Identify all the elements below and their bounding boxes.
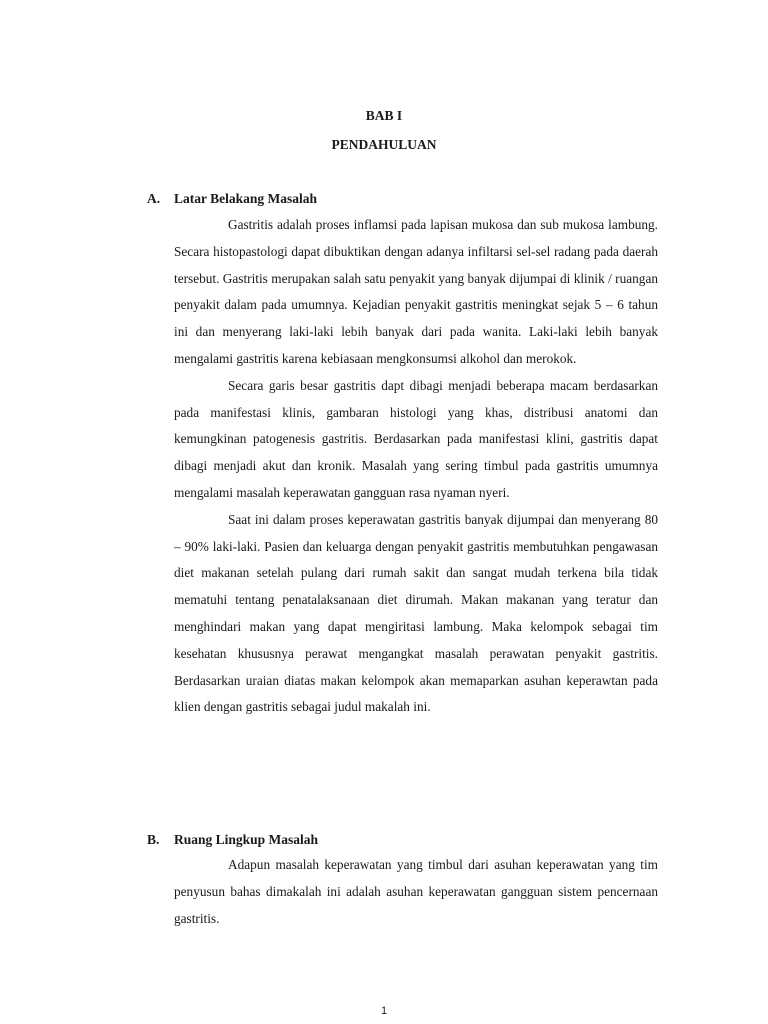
page-number: 1 xyxy=(380,1005,388,1017)
paragraph: Gastritis adalah proses inflamsi pada lapisan mukosa dan sub mukosa lambung. Secara histopastologi dapat dibuktikan dengan adanya infiltarsi sel-sel radang pada daerah tersebut. Gastritis merupakan salah satu penyakit yang banyak dijumpai di klinik / ruangan penyakit dalam pada umumnya. Kejadian penyakit gastritis meningkat sejak 5 – 6 tahun ini dan menyerang laki-laki lebih banyak dari pada wanita. Laki-laki lebih banyak mengalami gastritis karena kebiasaan mengkonsumsi alkohol dan merokok. xyxy=(174,217,658,366)
section-a-title: Latar Belakang Masalah xyxy=(174,191,318,206)
section-a-number: A. xyxy=(147,191,161,206)
chapter-label: BAB I xyxy=(365,108,403,123)
paragraph: Saat ini dalam proses keperawatan gastritis banyak dijumpai dan menyerang 80 – 90% laki-laki. Pasien dan keluarga dengan penyakit gastritis membutuhkan pengawasan diet makanan setelah pulang dari rumah sakit dan sangat mudah terkena bila tidak mematuhi tentang penatalaksanaan diet dirumah. Makan makanan yang teratur dan menghindari makan yang dapat mengiritasi lambung. Maka kelompok sebagai tim kesehatan khususnya perawat mengangkat masalah perawatan penyakit gastritis. Berdasarkan uraian diatas makan kelompok akan memaparkan asuhan keperawtan pada klien dengan gastritis sebagai judul makalah ini. xyxy=(174,511,658,715)
chapter-title: PENDAHULUAN xyxy=(331,137,437,152)
section-a-heading xyxy=(147,191,317,207)
section-b-number: B. xyxy=(147,832,160,847)
paragraph: Secara garis besar gastritis dapt dibagi menjadi beberapa macam berdasarkan pada manifestasi klinis, gambaran histologi yang khas, distribusi anatomi dan kemungkinan patogenesis gastritis. Berdasarkan pada manifestasi klini, gastritis dapat dibagi menjadi akut dan kronik. Masalah yang sering timbul pada gastritis umumnya mengalami masalah keperawatan gangguan rasa nyaman nyeri. xyxy=(174,377,658,500)
section-b-heading xyxy=(147,832,318,848)
section-b-body xyxy=(174,852,658,932)
section-a-body xyxy=(174,212,658,721)
paragraph: Adapun masalah keperawatan yang timbul dari asuhan keperawatan yang tim penyusun bahas dimakalah ini adalah asuhan keperawatan gangguan sistem pencernaan gastritis. xyxy=(174,857,658,926)
section-b-title: Ruang Lingkup Masalah xyxy=(174,832,319,847)
